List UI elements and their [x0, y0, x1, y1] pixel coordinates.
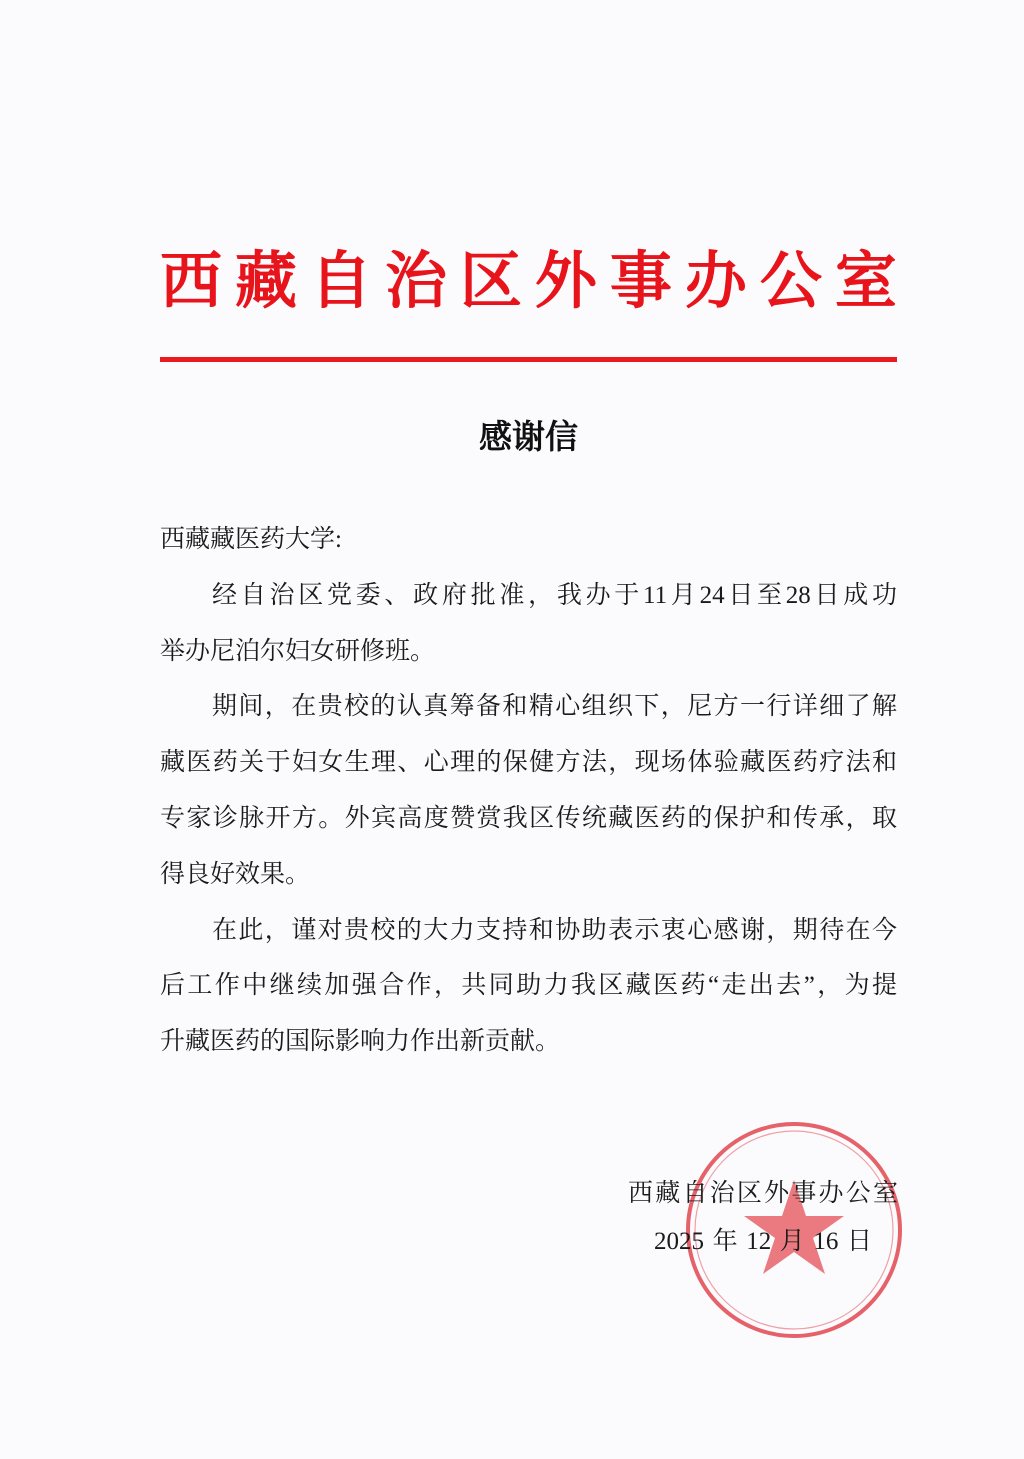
signature-area	[628, 1176, 898, 1260]
letterhead-char: 治	[384, 248, 447, 316]
signature-date: 2025年12月16日	[654, 1227, 872, 1255]
paragraph-line: 得良好效果。	[160, 860, 311, 888]
letterhead-char: 自	[309, 248, 372, 316]
letterhead-title	[160, 246, 897, 318]
signature-org: 西藏自治区外事办公室	[628, 1179, 898, 1207]
letterhead-char: 事	[609, 248, 672, 316]
letterhead-char: 区	[459, 248, 522, 316]
paragraph-line: 升藏医药的国际影响力作出新贡献。	[160, 1028, 561, 1056]
paragraph-line: 在此，谨对贵校的大力支持和协助表示衷心感谢，期待在今	[212, 916, 897, 944]
signature-block	[628, 1176, 898, 1260]
letterhead-char: 外	[534, 248, 597, 316]
paragraph-line: 期间，在贵校的认真筹备和精心组织下，尼方一行详细了解	[212, 693, 897, 721]
letterhead-char: 藏	[234, 248, 297, 316]
salutation: 西藏藏医药大学:	[160, 526, 342, 553]
paragraph-line: 后工作中继续加强合作，共同助力我区藏医药“走出去”，为提	[160, 972, 897, 1000]
letterhead-char: 西	[160, 248, 223, 316]
paragraph-line: 经自治区党委、政府批准，我办于11月24日至28日成功	[212, 581, 897, 609]
letterhead-char: 办	[684, 248, 747, 316]
paragraph-line: 专家诊脉开方。外宾高度赞赏我区传统藏医药的保护和传承，取	[160, 804, 897, 832]
paragraphs	[160, 578, 897, 1080]
letterhead-divider	[160, 357, 897, 362]
letterhead-char: 室	[834, 248, 897, 316]
paragraph-line: 藏医药关于妇女生理、心理的保健方法，现场体验藏医药疗法和	[160, 749, 897, 777]
letter-title: 感谢信	[479, 420, 578, 456]
letterhead-char: 公	[759, 248, 822, 316]
paragraph-line: 举办尼泊尔妇女研修班。	[160, 637, 436, 665]
letter-body	[160, 522, 897, 1080]
